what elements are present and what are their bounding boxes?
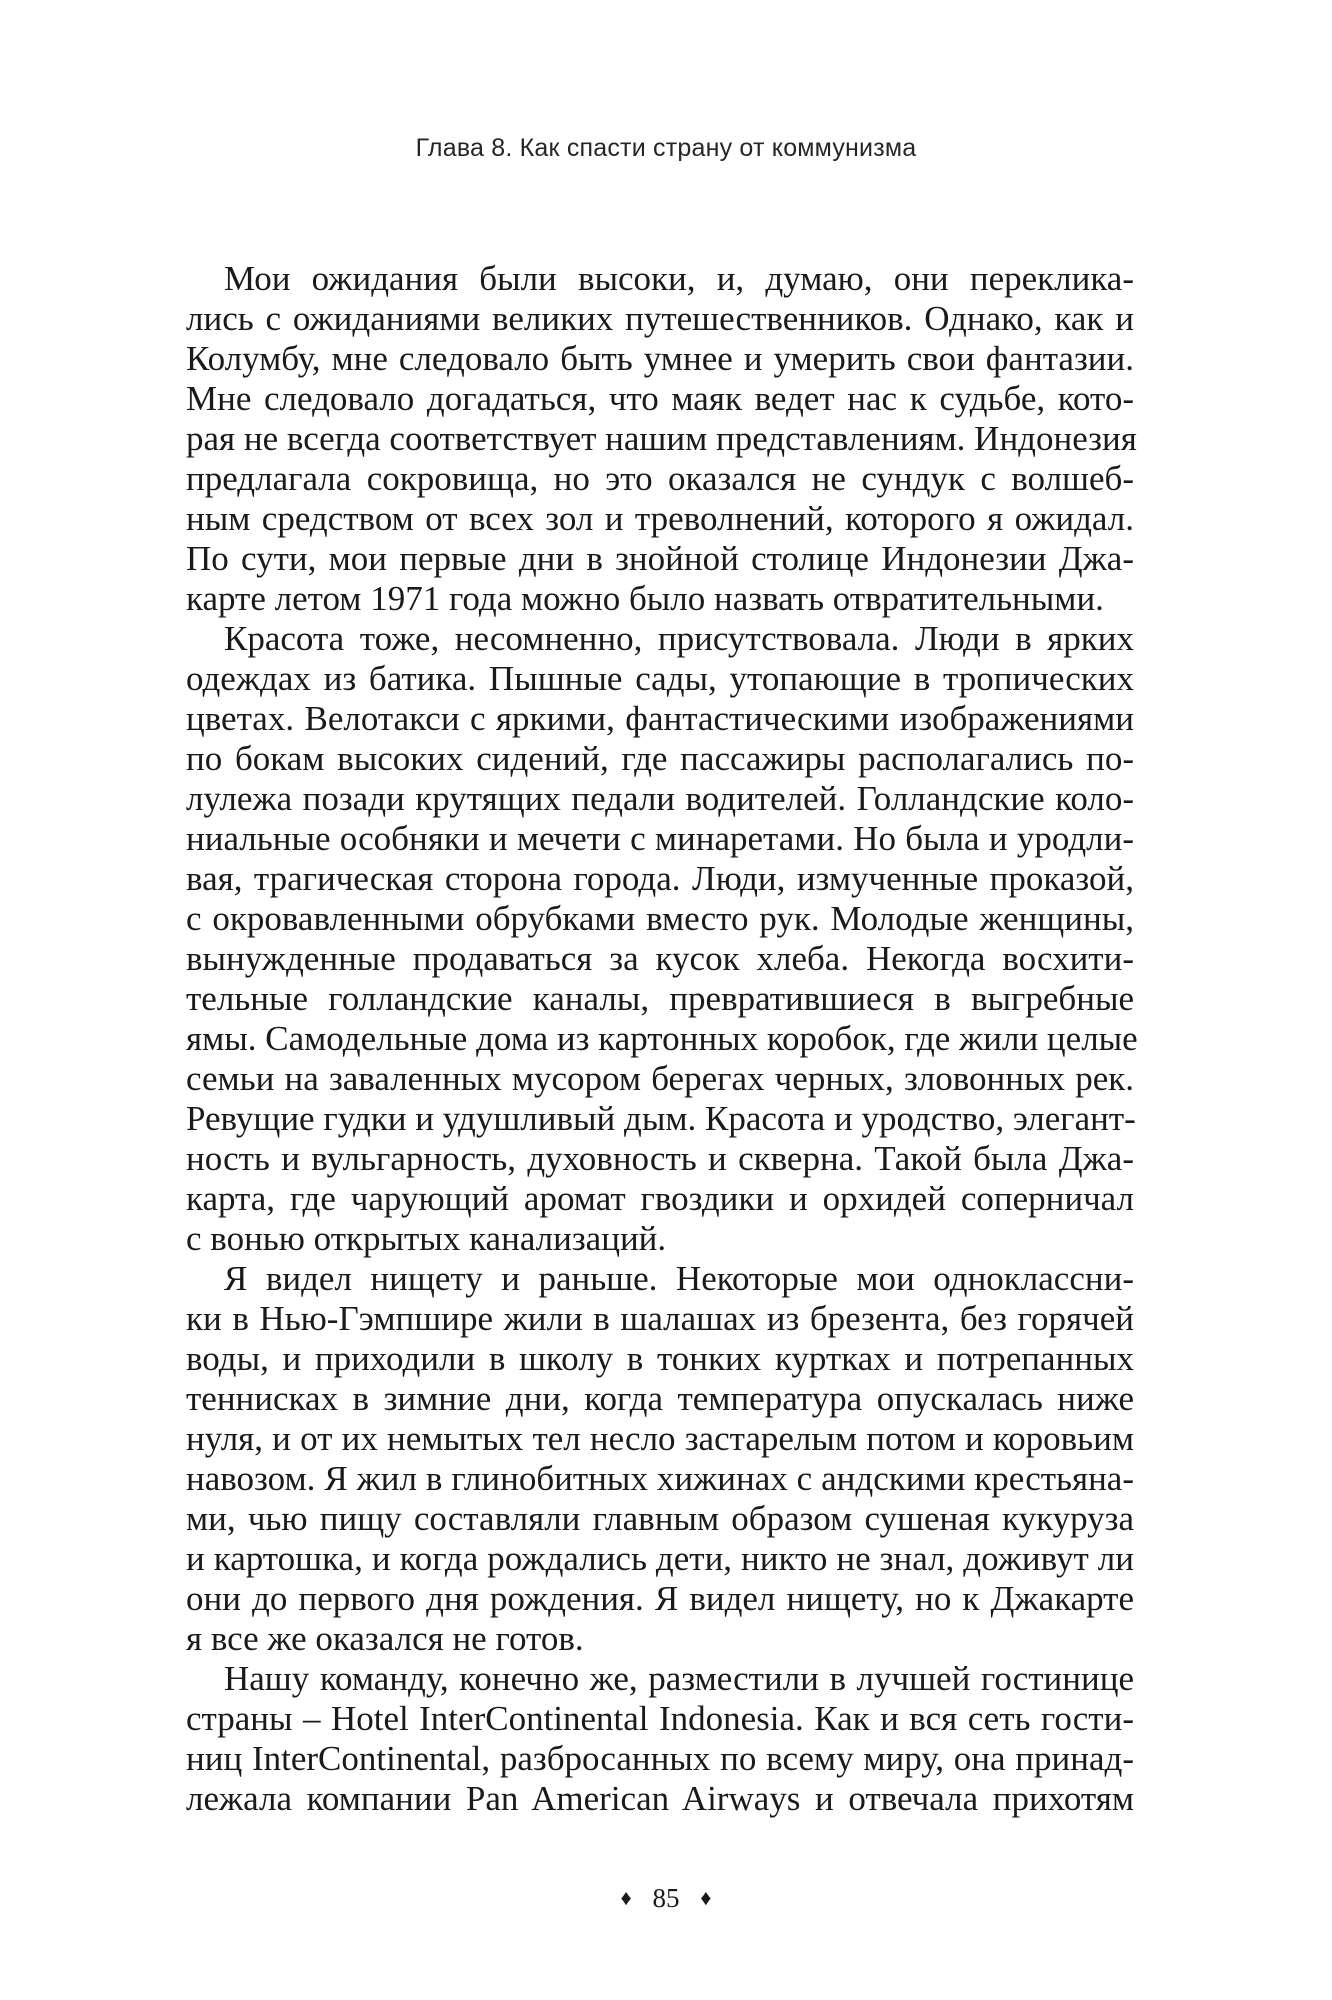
text-line: Мне следовало догадаться, что маяк ведет нас к судьбе, кото- [186, 379, 1134, 418]
text-line: с окровавленными обрубками вместо рук. Молодые женщины, [186, 899, 1134, 938]
text-line: и картошка, и когда рождались дети, никто не знал, доживут ли [186, 1539, 1134, 1578]
text-line: лежала компании Pan American Airways и отвечала прихотям [186, 1779, 1134, 1818]
text-line: одеждах из батика. Пышные сады, утопающие в тропических [186, 659, 1134, 698]
text-line: Мои ожидания были высоки, и, думаю, они переклика- [224, 259, 1134, 298]
text-line: рая не всегда соответствует нашим представлениям. Индонезия [186, 419, 1137, 458]
text-line: вынужденные продаваться за кусок хлеба. Некогда восхити- [186, 939, 1134, 978]
text-line: навозом. Я жил в глинобитных хижинах с андскими крестьяна- [186, 1459, 1134, 1498]
text-line: ниальные особняки и мечети с минаретами. Но была и уродли- [186, 819, 1134, 858]
text-line: вая, трагическая сторона города. Люди, измученные проказой, [186, 859, 1134, 898]
text-line: Колумбу, мне следовало быть умнее и умерить свои фантазии. [186, 339, 1134, 378]
text-line: они до первого дня рождения. Я видел нищету, но к Джакарте [186, 1579, 1134, 1618]
text-line: ямы. Самодельные дома из картонных коробок, где жили целые [186, 1019, 1138, 1058]
text-line: карте летом 1971 года можно было назвать отвратительными. [186, 579, 1104, 618]
text-line: лулежа позади крутящих педали водителей. Голландские коло- [186, 779, 1134, 818]
text-line: ниц InterContinental, разбросанных по всему миру, она принад- [186, 1739, 1134, 1778]
paragraph [186, 259, 1137, 619]
running-head-chapter-title: Глава 8. Как спасти страну от коммунизма [415, 134, 917, 162]
page-number: 85 [652, 1883, 680, 1913]
paragraph [186, 1259, 1134, 1659]
body-text [186, 259, 1138, 1819]
text-line: я все же оказался не готов. [186, 1619, 584, 1658]
text-line: ми, чью пищу составляли главным образом сушеная кукуруза [186, 1499, 1134, 1538]
text-line: Ревущие гудки и удушливый дым. Красота и уродство, элегант- [186, 1099, 1136, 1138]
text-line: Красота тоже, несомненно, присутствовала. Люди в ярких [224, 619, 1134, 658]
text-line: с вонью открытых канализаций. [186, 1219, 667, 1258]
text-line: семьи на заваленных мусором берегах черных, зловонных рек. [186, 1059, 1134, 1098]
text-line: цветах. Велотакси с яркими, фантастическими изображениями [186, 699, 1134, 738]
text-line: тельные голландские каналы, превратившиеся в выгребные [186, 979, 1134, 1018]
text-line: предлагала сокровища, но это оказался не сундук с волшеб- [186, 459, 1134, 498]
paragraph [186, 1659, 1134, 1819]
text-line: нуля, и от их немытых тел несло застарелым потом и коровьим [186, 1419, 1134, 1458]
text-line: ным средством от всех зол и треволнений, которого я ожидал. [186, 499, 1134, 538]
text-line: страны – Hotel InterContinental Indonesia. Как и вся сеть гости- [186, 1699, 1134, 1738]
diamond-ornament-icon: ♦ [700, 1885, 712, 1910]
text-line: карта, где чарующий аромат гвоздики и орхидей соперничал [186, 1179, 1134, 1218]
text-line: Нашу команду, конечно же, разместили в лучшей гостинице [224, 1659, 1134, 1698]
text-line: По сути, мои первые дни в знойной столице Индонезии Джа- [186, 539, 1134, 578]
text-line: лись с ожиданиями великих путешественников. Однако, как и [186, 299, 1134, 338]
text-line: Я видел нищету и раньше. Некоторые мои одноклассни- [224, 1259, 1134, 1298]
text-line: ность и вульгарность, духовность и скверна. Такой была Джа- [186, 1139, 1134, 1178]
diamond-ornament-icon: ♦ [620, 1885, 632, 1910]
text-line: теннисках в зимние дни, когда температура опускалась ниже [186, 1379, 1134, 1418]
paragraph [186, 619, 1138, 1259]
text-line: по бокам высоких сидений, где пассажиры располагались по- [186, 739, 1134, 778]
text-line: воды, и приходили в школу в тонких куртках и потрепанных [186, 1339, 1134, 1378]
page-number-footer [0, 1883, 1332, 1914]
text-line: ки в Нью-Гэмпшире жили в шалашах из брезента, без горячей [186, 1299, 1134, 1338]
